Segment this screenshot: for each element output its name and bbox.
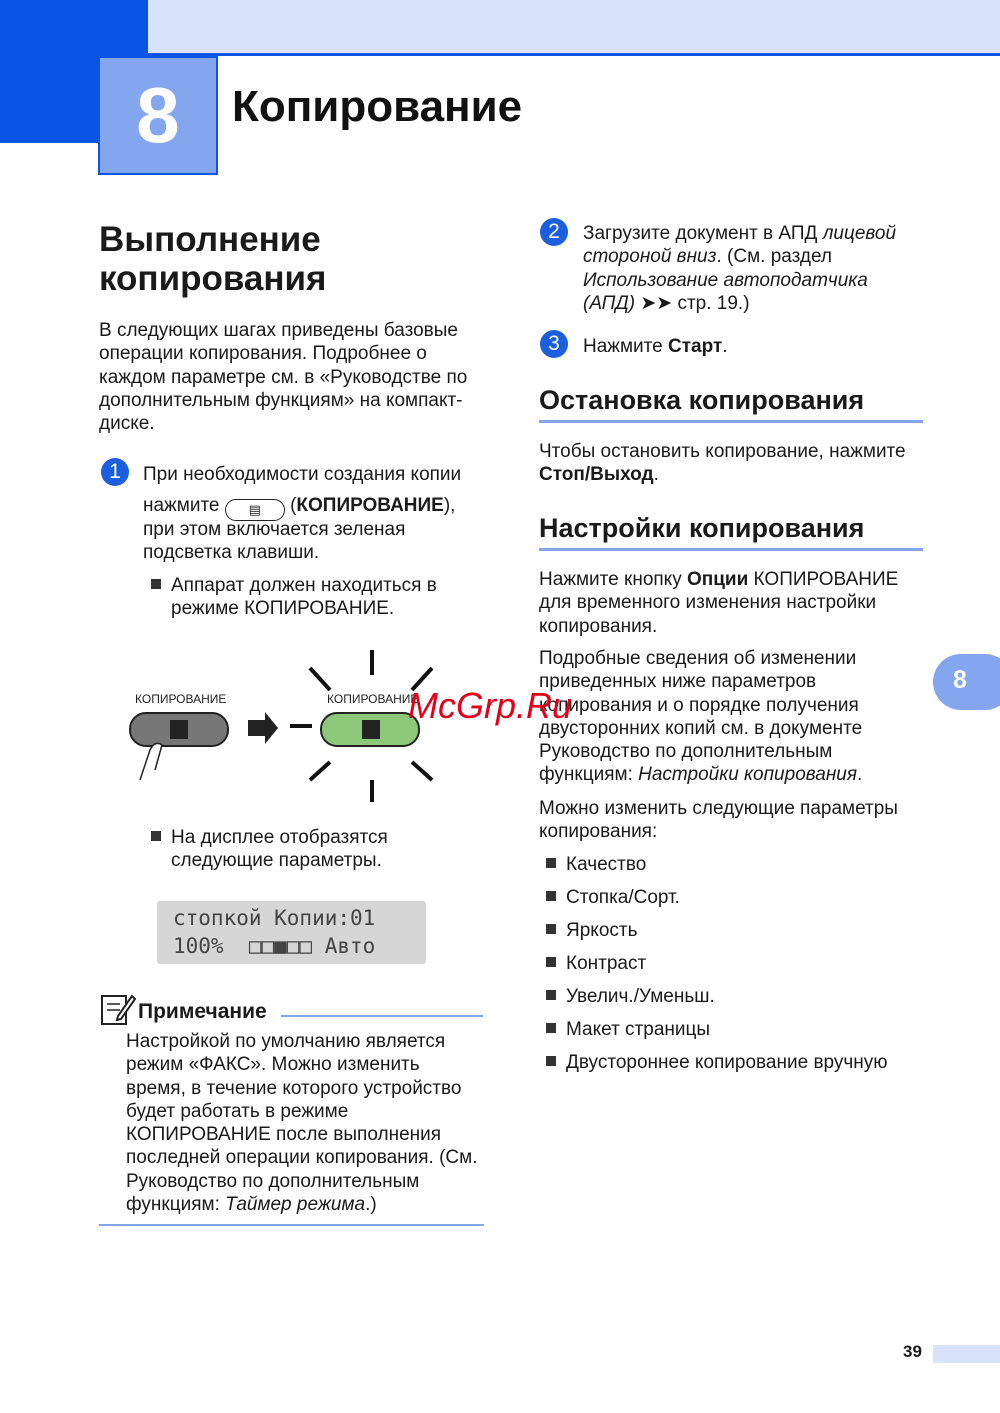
step-1-line1: При необходимости создания копии <box>143 464 462 485</box>
step-1-bullet-1-cont: режиме КОПИРОВАНИЕ. <box>171 598 395 619</box>
step-1-line2: нажмите ▤ (КОПИРОВАНИЕ), <box>143 494 455 521</box>
settings-paragraph-1: Нажмите кнопку Опции КОПИРОВАНИЕ для временного изменения настройки копирования. <box>539 569 899 637</box>
step-1-bullet-2-cont: следующие параметры. <box>171 850 382 871</box>
bullet-square-icon <box>546 990 556 1000</box>
lcd-line-2: 100% □□■□□ Авто <box>173 934 376 958</box>
bullet-square-icon <box>546 891 556 901</box>
bullet-square-icon <box>546 858 556 868</box>
step-1-bullet-2: На дисплее отобразятся <box>151 826 388 849</box>
list-item: Макет страницы <box>546 1018 946 1051</box>
chapter-number: 8 <box>98 56 218 175</box>
chapter-title: Копирование <box>232 82 523 131</box>
section-heading-perform-copy: Выполнение копирования <box>99 220 327 298</box>
step-1-line4: подсветка клавиши. <box>143 542 320 563</box>
copy-key-on-icon <box>362 720 380 739</box>
lcd-display <box>157 901 426 964</box>
settings-heading-rule <box>539 548 923 551</box>
bullet-square-icon <box>151 579 161 589</box>
section-heading-settings: Настройки копирования <box>539 513 865 543</box>
finger-icon <box>140 743 162 780</box>
settings-paragraph-3: Можно изменить следующие параметры копирования: <box>539 798 898 843</box>
list-item: Качество <box>546 853 946 886</box>
header-rule <box>148 53 1000 56</box>
step-2-badge: 2 <box>540 218 568 246</box>
note-title: Примечание <box>138 1000 267 1023</box>
arrow-right-icon <box>248 712 278 744</box>
bullet-square-icon <box>151 831 161 841</box>
step-1-line3: при этом включается зеленая <box>143 519 406 540</box>
list-item: Увелич./Уменьш. <box>546 985 946 1018</box>
chapter-side-tab: 8 <box>933 654 1000 710</box>
watermark: McGrp.Ru <box>408 685 573 726</box>
list-item: Двустороннее копирование вручную <box>546 1051 946 1084</box>
illustration-label-right: КОПИРОВАНИЕ <box>327 692 419 706</box>
step-3-text: Нажмите Старт. <box>583 336 728 357</box>
bullet-square-icon <box>546 924 556 934</box>
step-1-bullet-1: Аппарат должен находиться в <box>151 574 437 597</box>
page-number-bar <box>933 1345 1000 1363</box>
double-arrow-icon: ➤➤ <box>640 292 673 314</box>
bullet-square-icon <box>546 1056 556 1066</box>
note-bottom-rule <box>99 1224 484 1226</box>
copy-key-off-icon <box>170 720 188 739</box>
list-item: Яркость <box>546 919 946 952</box>
list-item: Контраст <box>546 952 946 985</box>
note-pencil-icon <box>100 992 136 1026</box>
note-title-rule <box>281 1015 483 1017</box>
page-number: 39 <box>903 1342 922 1361</box>
note-body: Настройкой по умолчанию является режим «ФАКС». Можно изменить время, в течение которого устройство будет работать в режиме КОПИРОВАНИЕ после выполнения последней операции копирования. (См. Руководство по дополнительным функциям: Таймер режима.) <box>126 1031 478 1216</box>
bullet-square-icon <box>546 1023 556 1033</box>
settings-paragraph-2: Подробные сведения об изменении приведенных ниже параметров копирования и о порядке получения двусторонних копий см. в документе Руководство по дополнительным функциям: Настройки копирования. <box>539 648 863 786</box>
step-2-text: Загрузите документ в АПД лицевой стороной вниз. (См. раздел Использование автоподатчика (АПД) ➤➤ стр. 19.) <box>583 223 897 314</box>
bullet-square-icon <box>546 957 556 967</box>
copy-key-icon: ▤ <box>225 499 285 521</box>
illustration-label-left: КОПИРОВАНИЕ <box>135 692 227 706</box>
section-heading-stop: Остановка копирования <box>539 385 865 415</box>
stop-heading-rule <box>539 420 923 423</box>
header-band-light <box>148 0 1000 53</box>
lcd-line-1: стопкой Копии:01 <box>173 906 376 930</box>
step-3-badge: 3 <box>540 330 568 358</box>
intro-paragraph: В следующих шагах приведены базовые операции копирования. Подробнее о каждом параметре см. в «Руководстве по дополнительным функциям» на компакт- диске. <box>99 320 468 435</box>
list-item: Стопка/Сорт. <box>546 886 946 919</box>
step-1-badge: 1 <box>101 458 129 486</box>
stop-paragraph: Чтобы остановить копирование, нажмите Стоп/Выход. <box>539 441 906 486</box>
settings-list <box>546 853 946 1084</box>
